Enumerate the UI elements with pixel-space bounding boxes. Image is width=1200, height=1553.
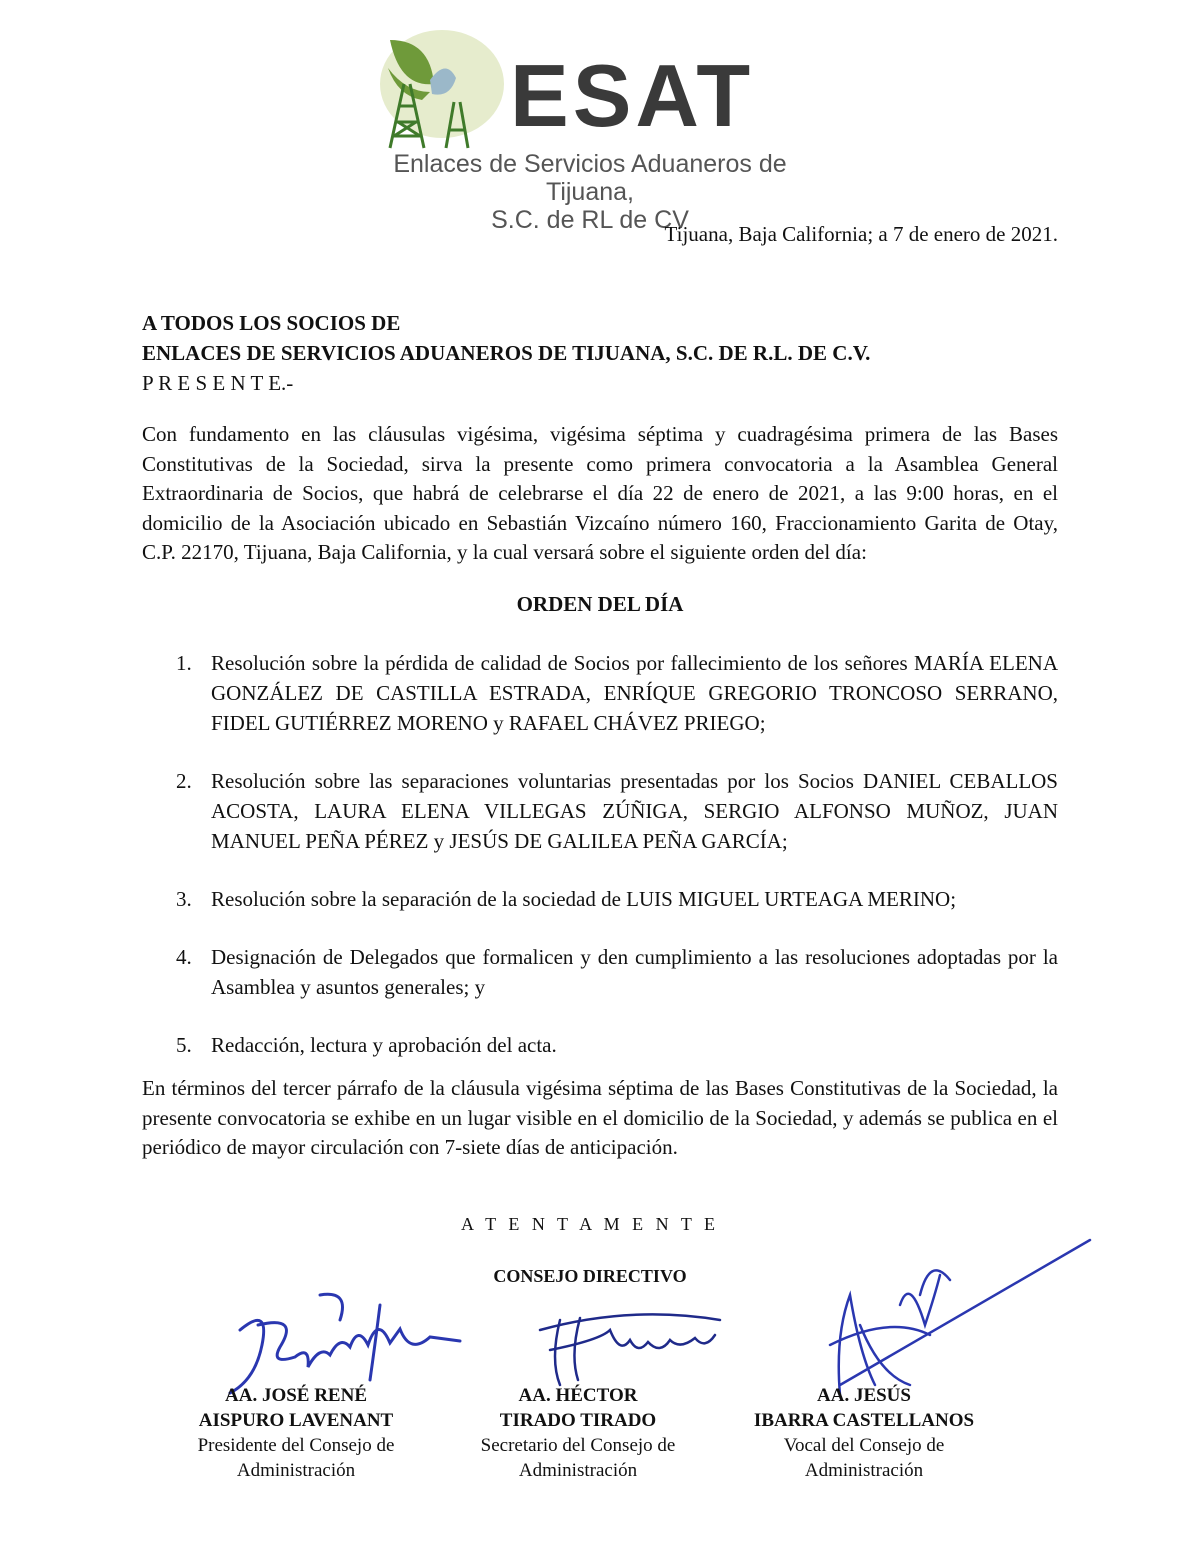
agenda-item-text: Resolución sobre las separaciones voluntarias presentadas por los Socios DANIEL CEBALLOS ACOSTA, LAURA ELENA VILLEGAS ZÚÑIGA, SERGIO ALFONSO MUÑOZ, JUAN MANUEL PEÑA PÉREZ y JESÚS DE GALILEA PEÑA GARCÍA; (211, 769, 1058, 853)
signatory-name-line2: AISPURO LAVENANT (198, 1410, 394, 1431)
agenda-item (142, 766, 1058, 856)
closing-paragraph: En términos del tercer párrafo de la cláusula vigésima séptima de las Bases Constitutivas de la Sociedad, la presente convocatoria se exhibe en un lugar visible en el domicilio de la Sociedad, y además se publica en el periódico de mayor circulación con 7-siete días de anticipación. (142, 1076, 1058, 1159)
signatory-role-line1: Secretario del Consejo de (480, 1435, 676, 1456)
logo-subtitle-line1: Enlaces de Servicios Aduaneros de Tijuana, (393, 150, 787, 206)
agenda-item-number: 4. (176, 945, 192, 969)
signatory-role-line2: Administración (236, 1460, 356, 1481)
agenda-item-text: Resolución sobre la pérdida de calidad de Socios por fallecimiento de los señores MARÍA ELENA GONZÁLEZ DE CASTILLA ESTRADA, ENRÍQUE GREGORIO TRONCOSO SERRANO, FIDEL GUTIÉRREZ MORENO y RAFAEL CHÁVEZ PRIEGO; (211, 651, 1058, 735)
agenda-item (142, 942, 1058, 1002)
agenda-item-number: 3. (176, 887, 192, 911)
agenda-item (142, 1030, 1058, 1060)
addressee-block (142, 308, 870, 398)
addressee-line1: A TODOS LOS SOCIOS DE (142, 311, 401, 335)
signatory-role-line1: Vocal del Consejo de (783, 1435, 945, 1456)
signatory-vocal (714, 1383, 1014, 1483)
board-name: CONSEJO DIRECTIVO (493, 1266, 687, 1286)
signatory-name-line1: AA. HÉCTOR (518, 1385, 638, 1406)
signatory-name-line1: AA. JOSÉ RENÉ (225, 1385, 367, 1406)
addressee-presente: P R E S E N T E.- (142, 371, 294, 395)
signature-secretary-icon (520, 1300, 730, 1390)
signatory-role-line2: Administración (804, 1460, 924, 1481)
agenda-item (142, 884, 1058, 914)
signatory-name-line2: TIRADO TIRADO (499, 1410, 657, 1431)
antenna-tower-icon (360, 22, 510, 152)
logo-subtitle-line2: S.C. de RL de CV (491, 206, 689, 234)
logo-brand: ESAT (510, 46, 755, 145)
agenda-title: ORDEN DEL DÍA (516, 592, 684, 616)
intro-paragraph: Con fundamento en las cláusulas vigésima, vigésima séptima y cuadragésima primera de las Bases Constitutivas de la Sociedad, sirva la presente como primera convocatoria a la Asamblea General Extraordinaria de Socios, que habrá de celebrarse el día 22 de enero de 2021, a las 9:00 horas, en el domicilio de la Asociación ubicado en Sebastián Vizcaíno número 160, Fraccionamiento Garita de Otay, C.P. 22170, Tijuana, Baja California, y la cual versará sobre el siguiente orden del día: (142, 422, 1058, 564)
closing-salutation: A T E N T A M E N T E (460, 1214, 720, 1234)
agenda-item-text: Redacción, lectura y aprobación del acta. (211, 1033, 557, 1057)
signatory-secretary (428, 1383, 728, 1483)
signatory-name-line2: IBARRA CASTELLANOS (753, 1410, 975, 1431)
agenda-item-text: Designación de Delegados que formalicen y den cumplimiento a las resoluciones adoptadas por la Asamblea y asuntos generales; y (211, 945, 1058, 999)
agenda-item-number: 2. (176, 769, 192, 793)
signatory-role-line1: Presidente del Consejo de (197, 1435, 395, 1456)
agenda-item-number: 1. (176, 651, 192, 675)
signatory-president (146, 1383, 446, 1483)
esat-logo (360, 22, 830, 234)
signatory-role-line2: Administración (518, 1460, 638, 1481)
addressee-line2: ENLACES DE SERVICIOS ADUANEROS DE TIJUANA, S.C. DE R.L. DE C.V. (142, 341, 871, 365)
date-line: Tijuana, Baja California; a 7 de enero de 2021. (664, 222, 1058, 246)
agenda-item-text: Resolución sobre la separación de la sociedad de LUIS MIGUEL URTEAGA MERINO; (211, 887, 957, 911)
agenda-item (142, 648, 1058, 738)
agenda-list (142, 648, 1058, 1088)
signatory-name-line1: AA. JESÚS (817, 1385, 911, 1406)
agenda-item-number: 5. (176, 1033, 192, 1057)
